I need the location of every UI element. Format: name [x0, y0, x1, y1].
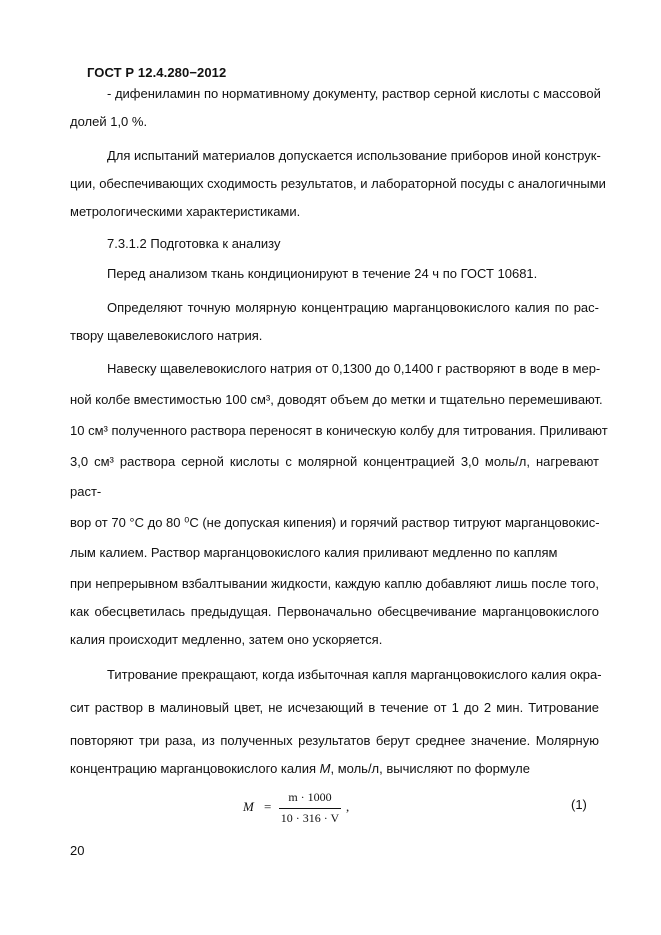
text-line: Перед анализом ткань кондиционируют в течение 24 ч по ГОСТ 10681. — [107, 266, 538, 281]
text-line: ной колбе вместимостью 100 см³, доводят объем до метки и тщательно перемешивают. — [70, 392, 603, 407]
text-line: вор от 70 °С до 80 ⁰С (не допуская кипения) и горячий раствор титруют марганцовокис- — [70, 515, 600, 530]
page-number: 20 — [70, 843, 85, 858]
text-line: раст- — [70, 484, 102, 499]
text-line: Для испытаний материалов допускается использование приборов иной конструк- — [107, 148, 601, 163]
text-line: при непрерывном взбалтывании жидкости, каждую каплю добавляют лишь после того, — [70, 576, 599, 591]
text-segment: концентрацию марганцовокислого калия — [70, 761, 320, 776]
text-line: 10 см³ полученного раствора переносят в коническую колбу для титрования. Приливают — [70, 423, 608, 438]
formula-lhs: M — [243, 799, 254, 814]
text-line: повторяют три раза, из полученных результатов берут среднее значение. Молярную — [70, 733, 599, 748]
text-line: как обесцветилась предыдущая. Первоначально обесцвечивание марганцовокислого — [70, 604, 599, 619]
equation-number: (1) — [571, 797, 587, 812]
formula-denominator: 10 · 316 · V — [280, 811, 340, 825]
formula-numerator: m · 1000 — [288, 790, 332, 804]
formula-equals: = — [264, 799, 272, 814]
variable-m: M — [319, 761, 331, 776]
text-line: лым калием. Раствор марганцовокислого калия приливают медленно по каплям — [70, 545, 558, 560]
fraction-bar — [279, 808, 341, 809]
text-line: долей 1,0 %. — [70, 114, 148, 129]
text-line: Титрование прекращают, когда избыточная капля марганцовокислого калия окра- — [107, 667, 602, 682]
text-line: калия происходит медленно, затем оно ускоряется. — [70, 632, 383, 647]
formula — [243, 790, 373, 830]
text-line: 3,0 см³ раствора серной кислоты с молярной концентрацией 3,0 моль/л, нагревают — [70, 454, 599, 469]
document-header: ГОСТ Р 12.4.280−2012 — [87, 65, 227, 80]
text-line — [70, 761, 530, 777]
text-segment: , моль/л, вычисляют по формуле — [330, 761, 530, 776]
text-line: метрологическими характеристиками. — [70, 204, 301, 219]
section-heading: 7.3.1.2 Подготовка к анализу — [107, 236, 281, 251]
formula-comma: , — [346, 799, 350, 814]
text-line: - дифениламин по нормативному документу, раствор серной кислоты с массовой — [107, 86, 601, 101]
text-line: сит раствор в малиновый цвет, не исчезающий в течение от 1 до 2 мин. Титрование — [70, 700, 599, 715]
text-line: твору щавелевокислого натрия. — [70, 328, 263, 343]
text-line: Определяют точную молярную концентрацию марганцовокислого калия по рас- — [107, 300, 599, 315]
text-line: Навеску щавелевокислого натрия от 0,1300 до 0,1400 г растворяют в воде в мер- — [107, 361, 601, 376]
text-line: ции, обеспечивающих сходимость результатов, и лабораторной посуды с аналогичными — [70, 176, 606, 191]
